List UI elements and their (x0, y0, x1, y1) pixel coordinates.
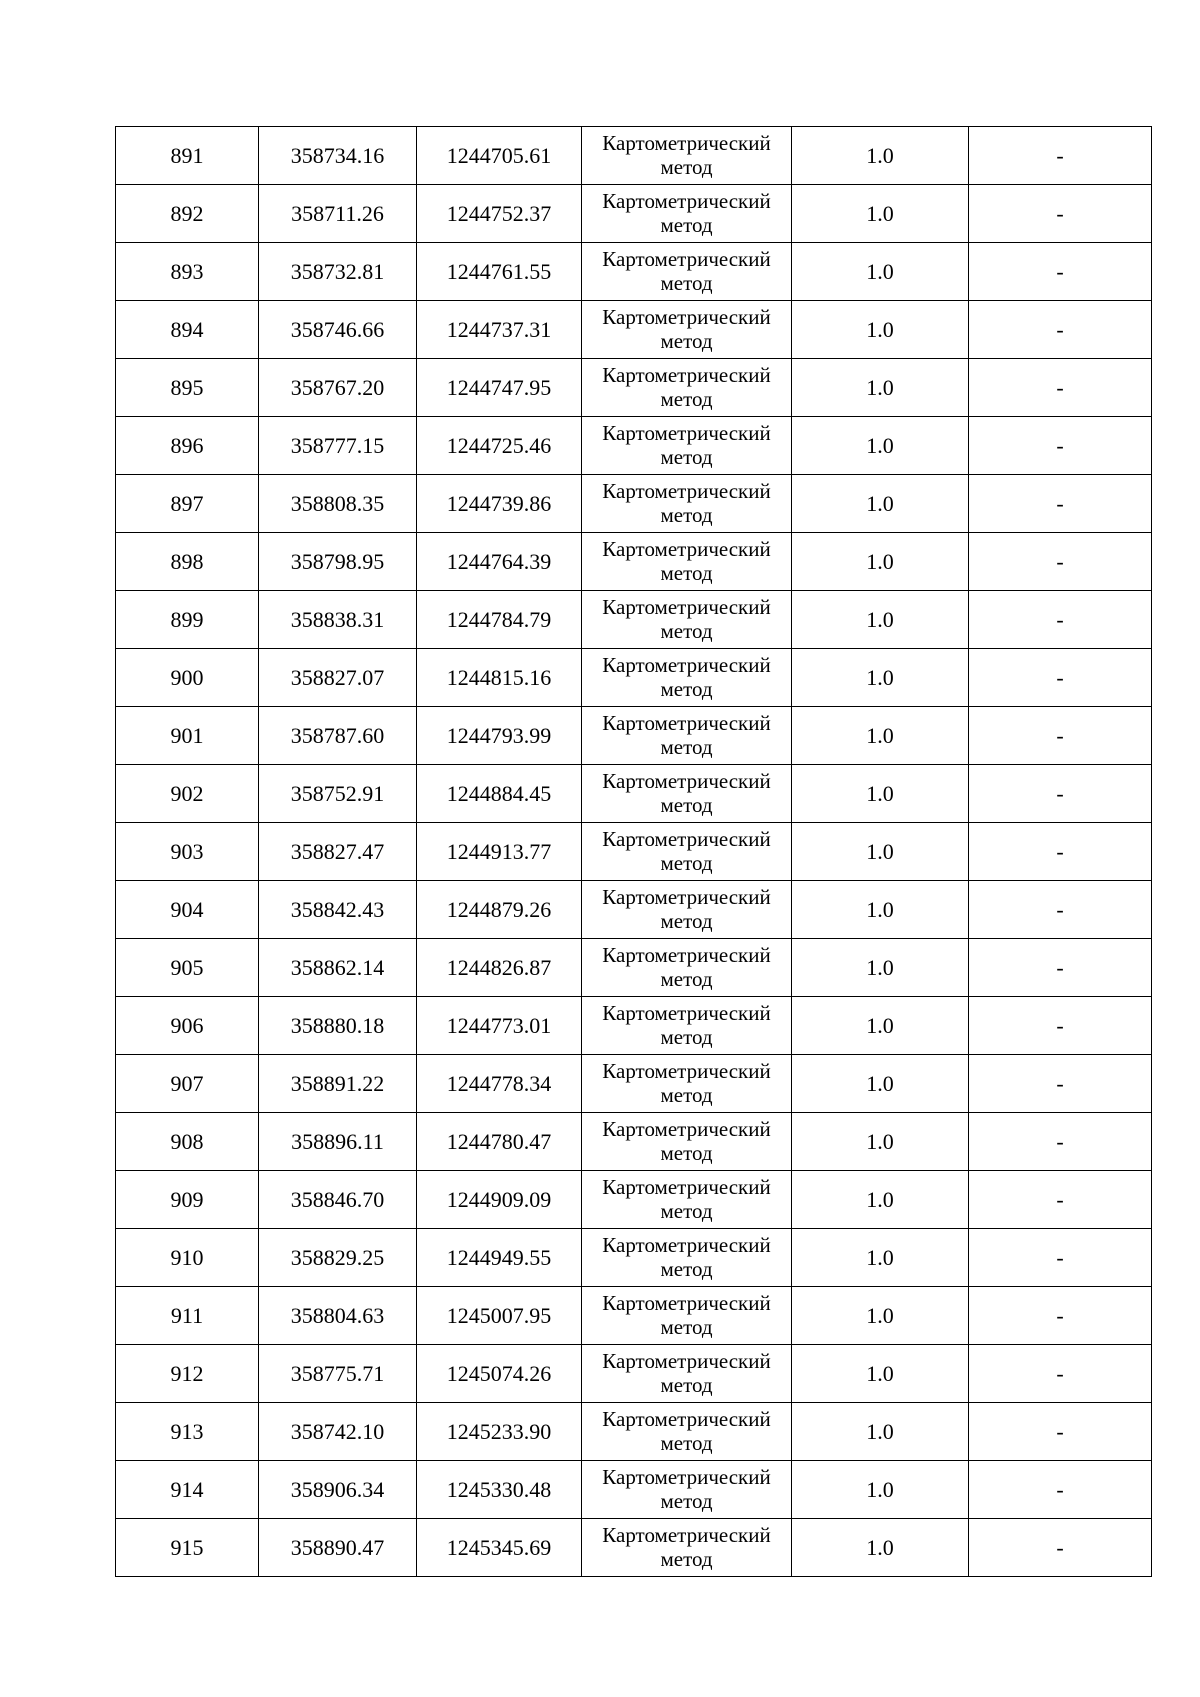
table-row (116, 1345, 1152, 1403)
note-cell: - (969, 1345, 1152, 1403)
accuracy-cell: 1.0 (792, 301, 969, 359)
table-row (116, 1113, 1152, 1171)
y-coordinate-cell: 1244784.79 (417, 591, 582, 649)
y-coordinate-cell: 1244949.55 (417, 1229, 582, 1287)
table-row (116, 533, 1152, 591)
y-coordinate-cell: 1245007.95 (417, 1287, 582, 1345)
accuracy-cell: 1.0 (792, 765, 969, 823)
y-coordinate-cell: 1244793.99 (417, 707, 582, 765)
accuracy-cell: 1.0 (792, 127, 969, 185)
point-number-cell: 903 (116, 823, 259, 881)
accuracy-cell: 1.0 (792, 1113, 969, 1171)
note-cell: - (969, 823, 1152, 881)
method-cell: Картометрический метод (582, 707, 792, 765)
method-cell: Картометрический метод (582, 185, 792, 243)
point-number-cell: 907 (116, 1055, 259, 1113)
x-coordinate-cell: 358846.70 (259, 1171, 417, 1229)
x-coordinate-cell: 358798.95 (259, 533, 417, 591)
y-coordinate-cell: 1244780.47 (417, 1113, 582, 1171)
note-cell: - (969, 939, 1152, 997)
x-coordinate-cell: 358752.91 (259, 765, 417, 823)
x-coordinate-cell: 358787.60 (259, 707, 417, 765)
method-cell: Картометрический метод (582, 1403, 792, 1461)
point-number-cell: 902 (116, 765, 259, 823)
point-number-cell: 915 (116, 1519, 259, 1577)
x-coordinate-cell: 358732.81 (259, 243, 417, 301)
accuracy-cell: 1.0 (792, 475, 969, 533)
note-cell: - (969, 243, 1152, 301)
accuracy-cell: 1.0 (792, 939, 969, 997)
point-number-cell: 909 (116, 1171, 259, 1229)
method-cell: Картометрический метод (582, 591, 792, 649)
note-cell: - (969, 1287, 1152, 1345)
y-coordinate-cell: 1244739.86 (417, 475, 582, 533)
table-row (116, 1171, 1152, 1229)
table-row (116, 881, 1152, 939)
note-cell: - (969, 1229, 1152, 1287)
y-coordinate-cell: 1244725.46 (417, 417, 582, 475)
y-coordinate-cell: 1244778.34 (417, 1055, 582, 1113)
table-row (116, 127, 1152, 185)
point-number-cell: 914 (116, 1461, 259, 1519)
note-cell: - (969, 301, 1152, 359)
y-coordinate-cell: 1244761.55 (417, 243, 582, 301)
note-cell: - (969, 1519, 1152, 1577)
y-coordinate-cell: 1244879.26 (417, 881, 582, 939)
accuracy-cell: 1.0 (792, 1171, 969, 1229)
table-row (116, 1229, 1152, 1287)
method-cell: Картометрический метод (582, 649, 792, 707)
table-row (116, 359, 1152, 417)
method-cell: Картометрический метод (582, 881, 792, 939)
point-number-cell: 908 (116, 1113, 259, 1171)
table-row (116, 185, 1152, 243)
accuracy-cell: 1.0 (792, 185, 969, 243)
point-number-cell: 894 (116, 301, 259, 359)
accuracy-cell: 1.0 (792, 1055, 969, 1113)
accuracy-cell: 1.0 (792, 533, 969, 591)
note-cell: - (969, 1171, 1152, 1229)
accuracy-cell: 1.0 (792, 591, 969, 649)
method-cell: Картометрический метод (582, 1171, 792, 1229)
method-cell: Картометрический метод (582, 475, 792, 533)
x-coordinate-cell: 358777.15 (259, 417, 417, 475)
point-number-cell: 905 (116, 939, 259, 997)
table-row (116, 1055, 1152, 1113)
method-cell: Картометрический метод (582, 1229, 792, 1287)
table-row (116, 417, 1152, 475)
x-coordinate-cell: 358734.16 (259, 127, 417, 185)
note-cell: - (969, 185, 1152, 243)
method-cell: Картометрический метод (582, 1519, 792, 1577)
x-coordinate-cell: 358829.25 (259, 1229, 417, 1287)
coordinates-table (115, 126, 1152, 1577)
accuracy-cell: 1.0 (792, 417, 969, 475)
note-cell: - (969, 1461, 1152, 1519)
note-cell: - (969, 707, 1152, 765)
note-cell: - (969, 417, 1152, 475)
y-coordinate-cell: 1245330.48 (417, 1461, 582, 1519)
table-body (116, 127, 1152, 1577)
table-row (116, 1403, 1152, 1461)
point-number-cell: 891 (116, 127, 259, 185)
point-number-cell: 897 (116, 475, 259, 533)
table-row (116, 591, 1152, 649)
note-cell: - (969, 359, 1152, 417)
table-row (116, 475, 1152, 533)
y-coordinate-cell: 1245345.69 (417, 1519, 582, 1577)
y-coordinate-cell: 1244737.31 (417, 301, 582, 359)
y-coordinate-cell: 1244826.87 (417, 939, 582, 997)
note-cell: - (969, 649, 1152, 707)
method-cell: Картометрический метод (582, 533, 792, 591)
note-cell: - (969, 475, 1152, 533)
method-cell: Картометрический метод (582, 1345, 792, 1403)
y-coordinate-cell: 1244705.61 (417, 127, 582, 185)
table-row (116, 707, 1152, 765)
y-coordinate-cell: 1244764.39 (417, 533, 582, 591)
accuracy-cell: 1.0 (792, 997, 969, 1055)
method-cell: Картометрический метод (582, 1055, 792, 1113)
table-row (116, 649, 1152, 707)
accuracy-cell: 1.0 (792, 1461, 969, 1519)
table-row (116, 823, 1152, 881)
method-cell: Картометрический метод (582, 359, 792, 417)
y-coordinate-cell: 1244909.09 (417, 1171, 582, 1229)
y-coordinate-cell: 1244815.16 (417, 649, 582, 707)
x-coordinate-cell: 358827.47 (259, 823, 417, 881)
point-number-cell: 893 (116, 243, 259, 301)
accuracy-cell: 1.0 (792, 707, 969, 765)
x-coordinate-cell: 358746.66 (259, 301, 417, 359)
x-coordinate-cell: 358838.31 (259, 591, 417, 649)
table-row (116, 301, 1152, 359)
accuracy-cell: 1.0 (792, 359, 969, 417)
method-cell: Картометрический метод (582, 1113, 792, 1171)
x-coordinate-cell: 358804.63 (259, 1287, 417, 1345)
point-number-cell: 904 (116, 881, 259, 939)
method-cell: Картометрический метод (582, 939, 792, 997)
table-row (116, 243, 1152, 301)
x-coordinate-cell: 358896.11 (259, 1113, 417, 1171)
method-cell: Картометрический метод (582, 1461, 792, 1519)
note-cell: - (969, 533, 1152, 591)
x-coordinate-cell: 358711.26 (259, 185, 417, 243)
x-coordinate-cell: 358827.07 (259, 649, 417, 707)
x-coordinate-cell: 358767.20 (259, 359, 417, 417)
point-number-cell: 910 (116, 1229, 259, 1287)
note-cell: - (969, 765, 1152, 823)
method-cell: Картометрический метод (582, 301, 792, 359)
point-number-cell: 899 (116, 591, 259, 649)
note-cell: - (969, 127, 1152, 185)
y-coordinate-cell: 1244747.95 (417, 359, 582, 417)
method-cell: Картометрический метод (582, 1287, 792, 1345)
table-row (116, 1519, 1152, 1577)
method-cell: Картометрический метод (582, 127, 792, 185)
point-number-cell: 912 (116, 1345, 259, 1403)
x-coordinate-cell: 358906.34 (259, 1461, 417, 1519)
y-coordinate-cell: 1244913.77 (417, 823, 582, 881)
point-number-cell: 911 (116, 1287, 259, 1345)
accuracy-cell: 1.0 (792, 243, 969, 301)
x-coordinate-cell: 358862.14 (259, 939, 417, 997)
note-cell: - (969, 881, 1152, 939)
note-cell: - (969, 1055, 1152, 1113)
x-coordinate-cell: 358775.71 (259, 1345, 417, 1403)
method-cell: Картометрический метод (582, 243, 792, 301)
point-number-cell: 896 (116, 417, 259, 475)
accuracy-cell: 1.0 (792, 881, 969, 939)
accuracy-cell: 1.0 (792, 1229, 969, 1287)
point-number-cell: 892 (116, 185, 259, 243)
accuracy-cell: 1.0 (792, 1345, 969, 1403)
point-number-cell: 906 (116, 997, 259, 1055)
point-number-cell: 900 (116, 649, 259, 707)
note-cell: - (969, 1113, 1152, 1171)
point-number-cell: 901 (116, 707, 259, 765)
table-row (116, 1461, 1152, 1519)
x-coordinate-cell: 358808.35 (259, 475, 417, 533)
table-row (116, 1287, 1152, 1345)
y-coordinate-cell: 1244884.45 (417, 765, 582, 823)
y-coordinate-cell: 1245233.90 (417, 1403, 582, 1461)
accuracy-cell: 1.0 (792, 1519, 969, 1577)
y-coordinate-cell: 1245074.26 (417, 1345, 582, 1403)
x-coordinate-cell: 358880.18 (259, 997, 417, 1055)
table-row (116, 939, 1152, 997)
note-cell: - (969, 591, 1152, 649)
x-coordinate-cell: 358891.22 (259, 1055, 417, 1113)
note-cell: - (969, 1403, 1152, 1461)
x-coordinate-cell: 358742.10 (259, 1403, 417, 1461)
y-coordinate-cell: 1244773.01 (417, 997, 582, 1055)
table-row (116, 997, 1152, 1055)
method-cell: Картометрический метод (582, 997, 792, 1055)
point-number-cell: 895 (116, 359, 259, 417)
point-number-cell: 898 (116, 533, 259, 591)
method-cell: Картометрический метод (582, 823, 792, 881)
accuracy-cell: 1.0 (792, 649, 969, 707)
method-cell: Картометрический метод (582, 765, 792, 823)
method-cell: Картометрический метод (582, 417, 792, 475)
x-coordinate-cell: 358890.47 (259, 1519, 417, 1577)
accuracy-cell: 1.0 (792, 823, 969, 881)
table-row (116, 765, 1152, 823)
x-coordinate-cell: 358842.43 (259, 881, 417, 939)
point-number-cell: 913 (116, 1403, 259, 1461)
note-cell: - (969, 997, 1152, 1055)
accuracy-cell: 1.0 (792, 1287, 969, 1345)
y-coordinate-cell: 1244752.37 (417, 185, 582, 243)
accuracy-cell: 1.0 (792, 1403, 969, 1461)
